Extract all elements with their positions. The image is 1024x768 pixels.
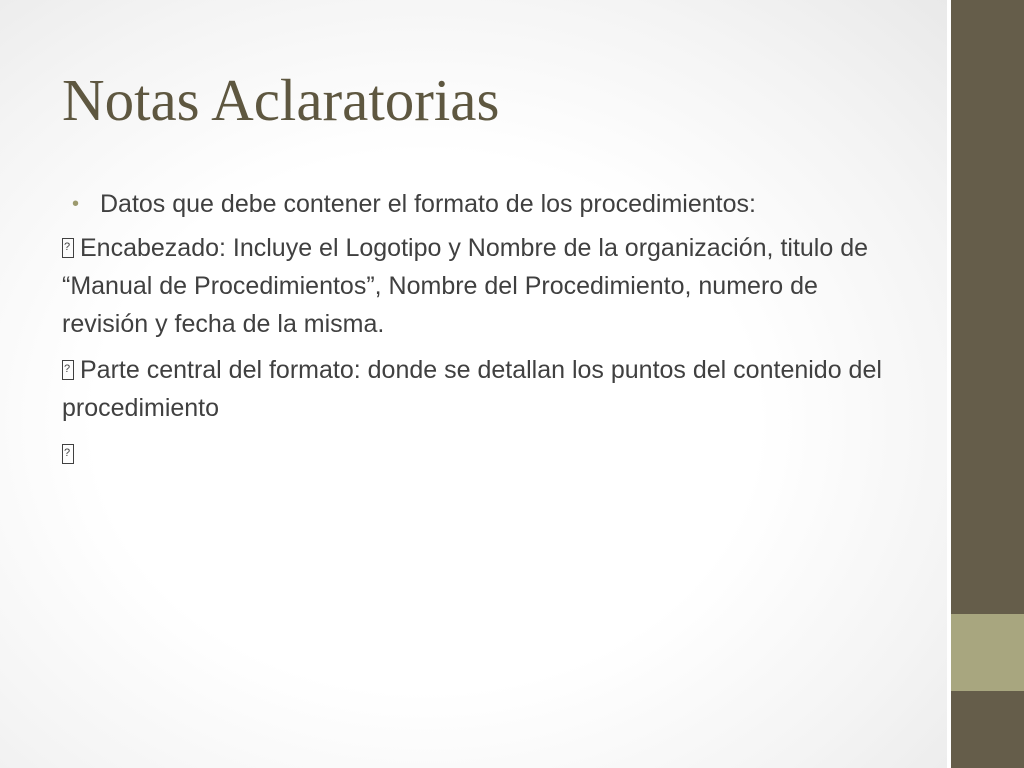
missing-glyph-icon bbox=[62, 360, 74, 380]
paragraph-encabezado bbox=[62, 229, 882, 343]
decorative-divider bbox=[947, 0, 951, 768]
paragraph-text: Encabezado: Incluye el Logotipo y Nombre de la organización, titulo de “Manual de Procedimientos”, Nombre del Procedimiento, numero de revisión y fecha de la misma. bbox=[62, 234, 869, 338]
slide-body bbox=[62, 185, 882, 481]
missing-glyph-icon bbox=[62, 444, 74, 464]
bullet-icon: • bbox=[72, 193, 80, 215]
bullet-item bbox=[62, 185, 882, 223]
paragraph-text: Parte central del formato: donde se detallan los puntos del contenido del procedimiento bbox=[62, 356, 882, 422]
paragraph-parte-central bbox=[62, 351, 882, 427]
missing-glyph-icon bbox=[62, 238, 74, 258]
slide-title: Notas Aclaratorias bbox=[62, 67, 500, 133]
decorative-sidebar-accent bbox=[947, 614, 1024, 691]
paragraph-empty bbox=[62, 435, 882, 473]
bullet-text: Datos que debe contener el formato de los procedimientos: bbox=[100, 190, 756, 218]
